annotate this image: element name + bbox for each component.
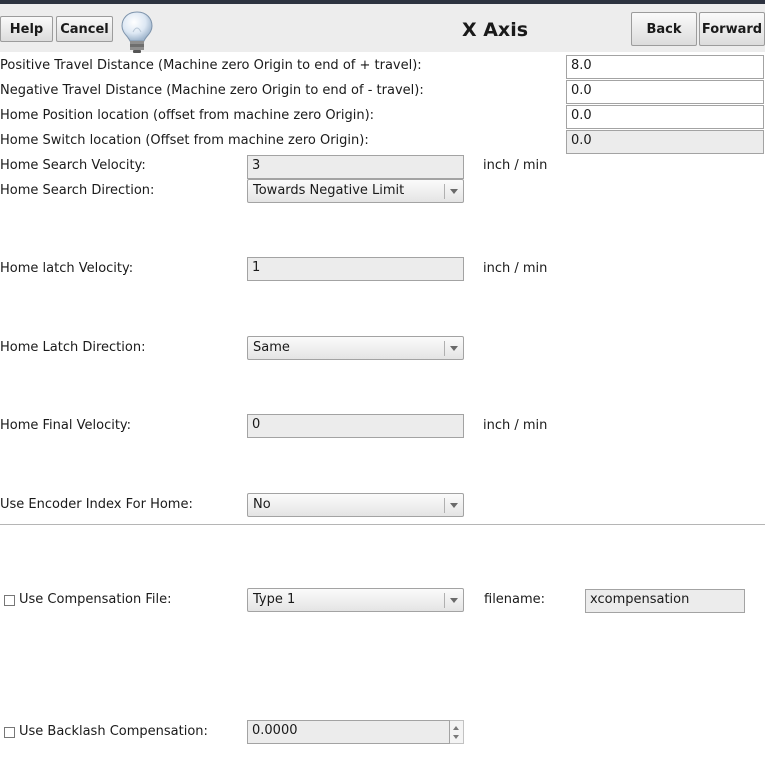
home-search-velocity-field[interactable]: 3 [247,155,464,179]
use-compensation-file-label: Use Compensation File: [19,592,172,607]
home-switch-label: Home Switch location (Offset from machine zero Origin): [0,133,369,148]
home-latch-velocity-unit: inch / min [483,261,548,276]
chevron-down-icon [450,346,458,351]
back-button[interactable]: Back [631,12,697,46]
cancel-button[interactable]: Cancel [56,16,113,42]
home-latch-direction-select[interactable] [247,336,464,360]
spin-up-icon[interactable] [453,726,459,730]
home-final-velocity-field[interactable]: 0 [247,414,464,438]
home-position-field[interactable]: 0.0 [566,105,764,129]
chevron-down-icon [450,503,458,508]
page-title: X Axis [461,19,529,41]
home-latch-direction-value: Same [253,340,290,355]
backlash-value-field[interactable]: 0.0000 [247,720,450,744]
home-search-direction-label: Home Search Direction: [0,183,155,198]
forward-button[interactable]: Forward [699,12,765,46]
home-final-velocity-unit: inch / min [483,418,548,433]
lightbulb-icon[interactable] [120,10,154,56]
negative-travel-label: Negative Travel Distance (Machine zero Origin to end of - travel): [0,83,424,98]
combo-separator [444,593,445,608]
combo-separator [444,184,445,199]
section-divider [0,524,765,525]
combo-separator [444,341,445,356]
home-latch-velocity-label: Home latch Velocity: [0,261,134,276]
positive-travel-label: Positive Travel Distance (Machine zero Origin to end of + travel): [0,58,422,73]
home-latch-velocity-field[interactable]: 1 [247,257,464,281]
home-search-velocity-label: Home Search Velocity: [0,158,146,173]
compensation-type-value: Type 1 [253,592,296,607]
home-latch-direction-label: Home Latch Direction: [0,340,146,355]
home-position-label: Home Position location (offset from machine zero Origin): [0,108,375,123]
home-search-direction-select[interactable] [247,179,464,203]
encoder-index-select[interactable] [247,493,464,517]
home-final-velocity-label: Home Final Velocity: [0,418,132,433]
use-backlash-compensation-label: Use Backlash Compensation: [19,724,208,739]
encoder-index-label: Use Encoder Index For Home: [0,497,193,512]
filename-label: filename: [484,592,546,607]
spin-down-icon[interactable] [453,735,459,739]
use-compensation-file-checkbox[interactable] [4,595,15,606]
home-switch-field: 0.0 [566,130,764,154]
chevron-down-icon [450,598,458,603]
home-search-velocity-unit: inch / min [483,158,548,173]
compensation-type-select[interactable] [247,588,464,612]
negative-travel-field[interactable]: 0.0 [566,80,764,104]
combo-separator [444,498,445,513]
encoder-index-value: No [253,497,271,512]
use-backlash-compensation-checkbox[interactable] [4,727,15,738]
help-button[interactable]: Help [0,16,53,42]
backlash-spin-buttons[interactable] [450,720,464,744]
home-search-direction-value: Towards Negative Limit [253,183,405,198]
positive-travel-field[interactable]: 8.0 [566,55,764,79]
chevron-down-icon [450,189,458,194]
filename-field[interactable]: xcompensation [585,589,745,613]
header-bar [0,4,765,52]
